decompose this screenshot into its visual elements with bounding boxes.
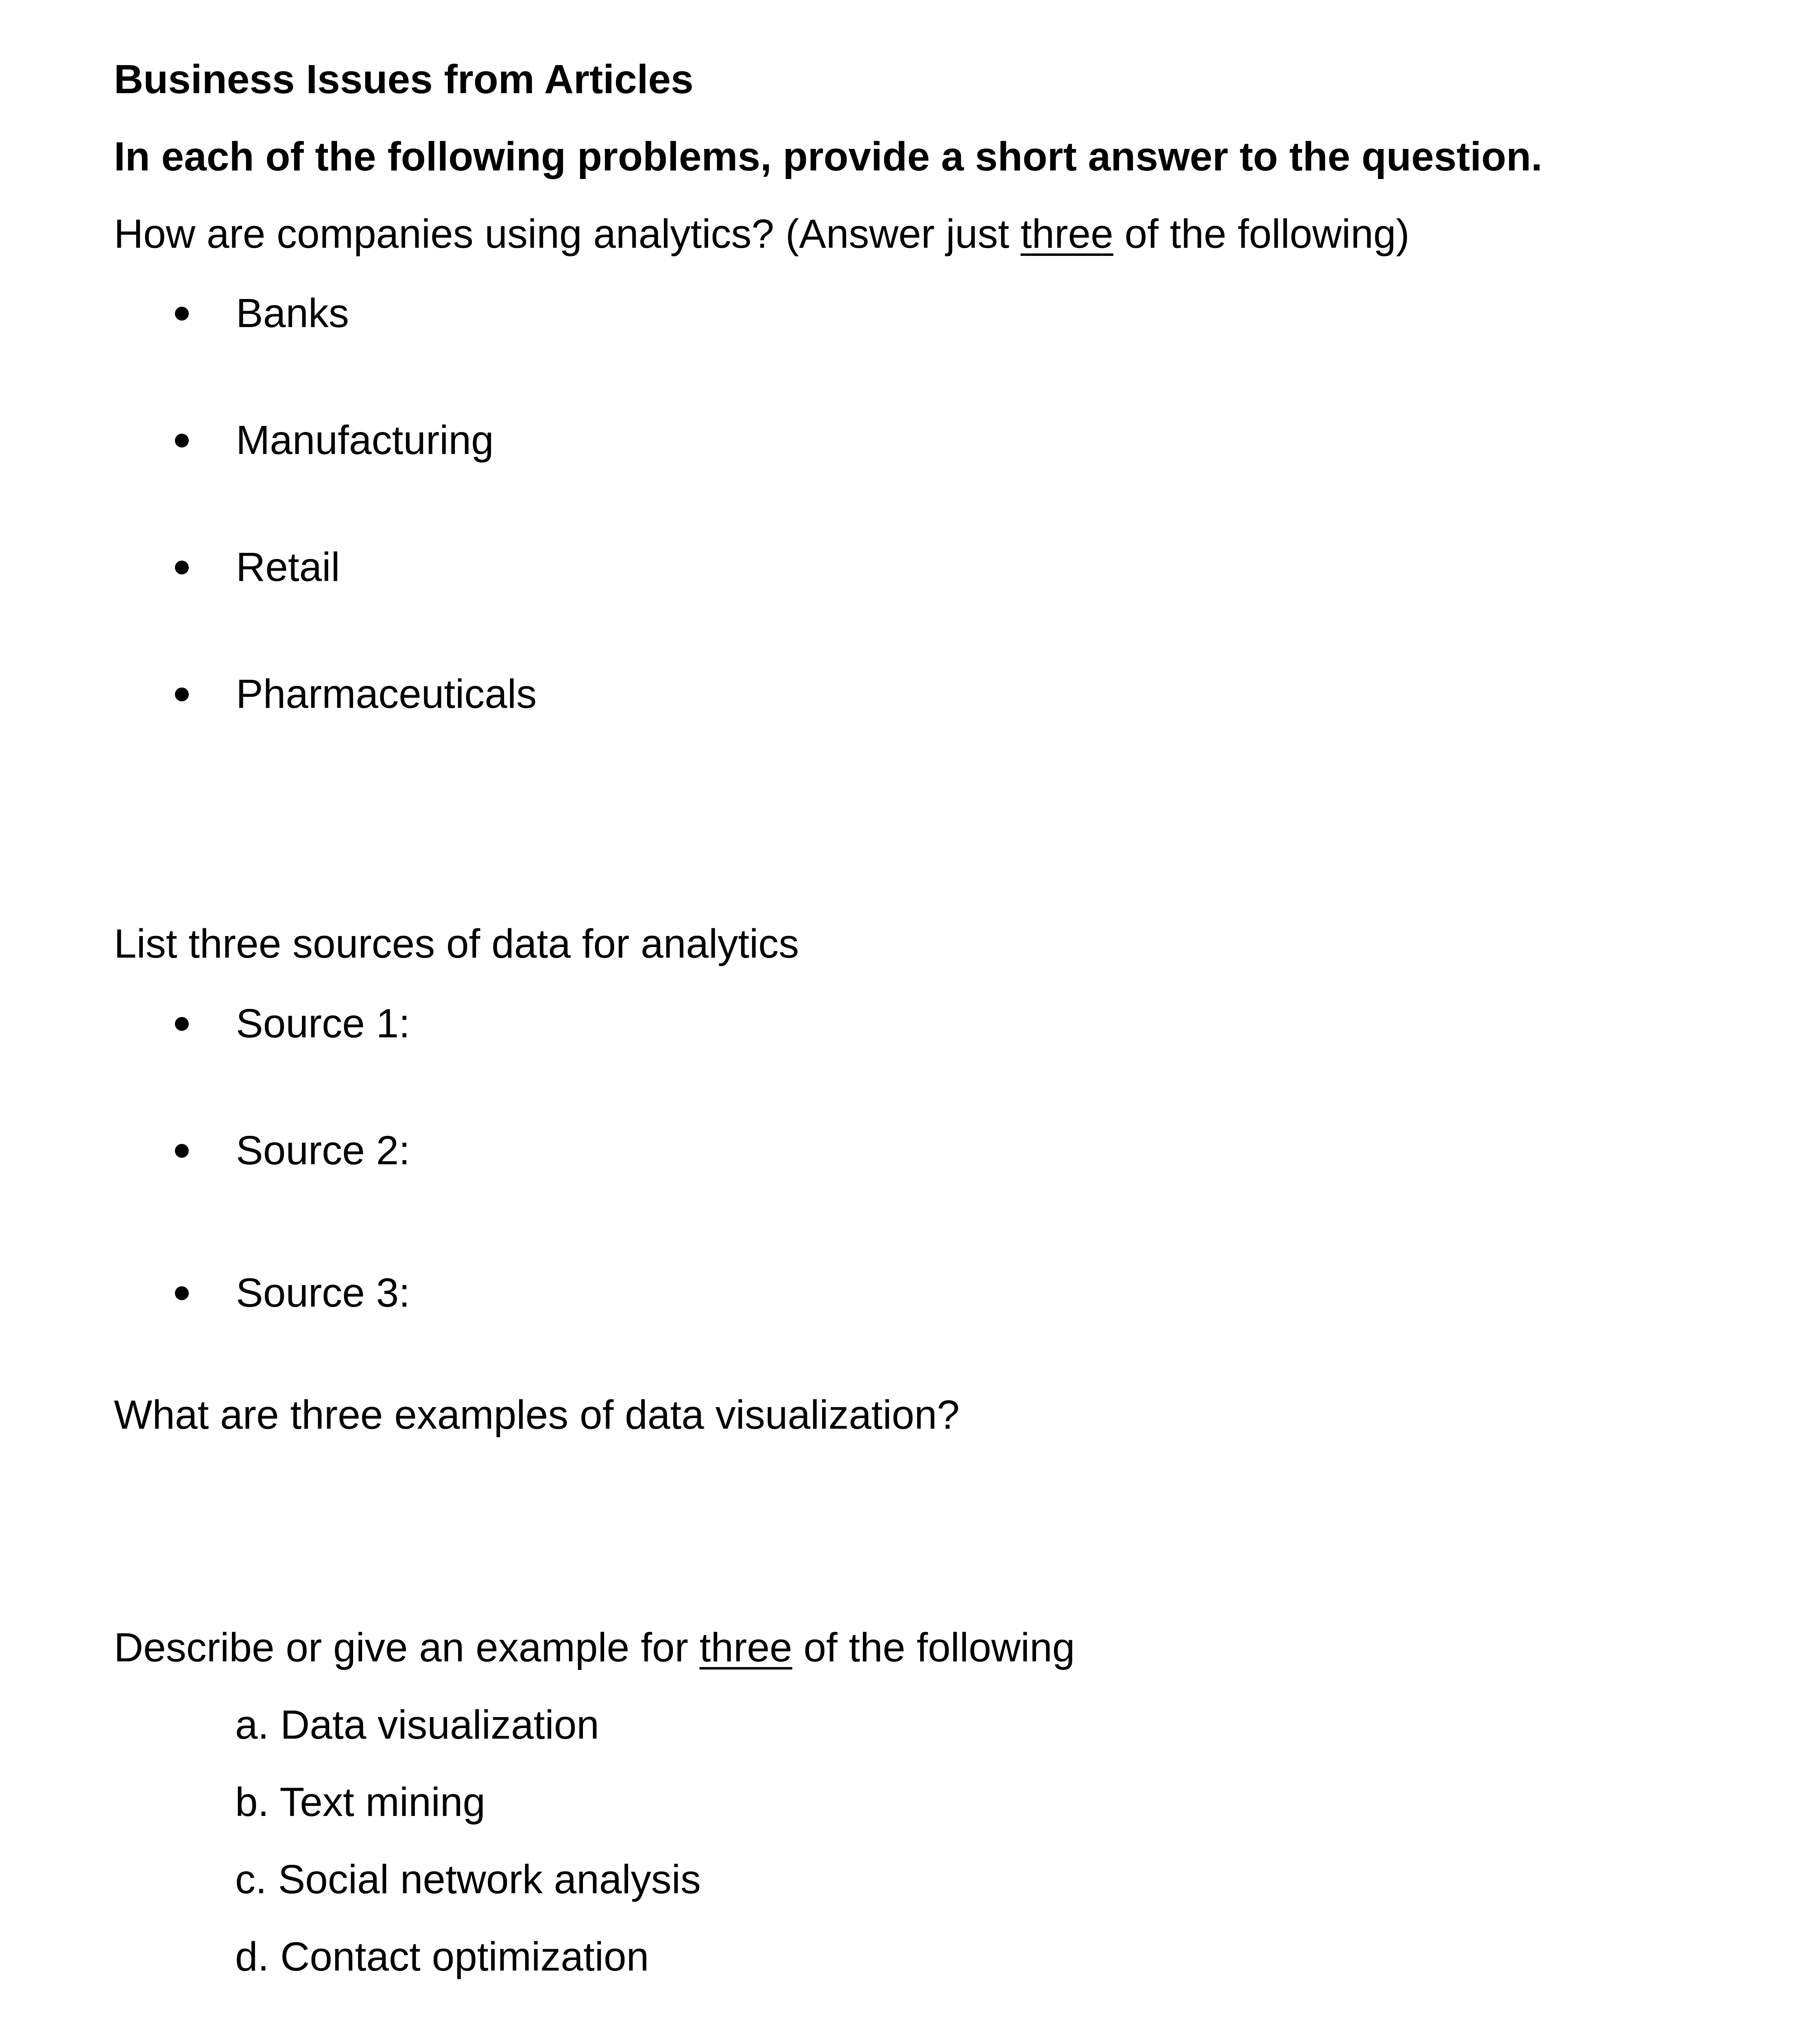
question-2-prompt: List three sources of data for analytics bbox=[114, 921, 799, 967]
bullet-icon bbox=[175, 1286, 189, 1300]
list-item: b. Text mining bbox=[235, 1779, 486, 1825]
list-item: d. Contact optimization bbox=[235, 1934, 649, 1979]
instructions: In each of the following problems, provide a short answer to the question. bbox=[114, 134, 1543, 179]
bullet-icon bbox=[175, 307, 189, 321]
bullet-icon bbox=[175, 561, 189, 574]
list-item-label: Source 2: bbox=[236, 1128, 410, 1173]
question-4-prompt-start: Describe or give an example for bbox=[114, 1625, 700, 1670]
question-4-prompt bbox=[114, 1623, 1075, 1672]
list-item: c. Social network analysis bbox=[235, 1857, 701, 1902]
question-1-prompt-end: of the following) bbox=[1113, 211, 1410, 257]
list-item-label: Manufacturing bbox=[236, 417, 494, 463]
question-4-emphasis: three bbox=[699, 1625, 792, 1670]
bullet-icon bbox=[175, 1144, 189, 1158]
question-4-prompt-end: of the following bbox=[792, 1625, 1075, 1670]
list-item-label: Retail bbox=[236, 544, 340, 590]
bullet-icon bbox=[175, 434, 189, 447]
document-title: Business Issues from Articles bbox=[114, 57, 694, 102]
list-item: a. Data visualization bbox=[235, 1702, 599, 1748]
bullet-icon bbox=[175, 687, 189, 701]
question-1-prompt-start: How are companies using analytics? (Answer just bbox=[114, 211, 1021, 257]
bullet-icon bbox=[175, 1017, 189, 1031]
list-item-label: Banks bbox=[236, 290, 349, 336]
list-item-label: Source 1: bbox=[236, 1001, 410, 1046]
question-1-emphasis: three bbox=[1020, 211, 1113, 257]
list-item-label: Pharmaceuticals bbox=[236, 671, 537, 717]
question-3-prompt: What are three examples of data visualization? bbox=[114, 1392, 960, 1438]
list-item-label: Source 3: bbox=[236, 1270, 410, 1316]
question-1-prompt bbox=[114, 210, 1410, 258]
